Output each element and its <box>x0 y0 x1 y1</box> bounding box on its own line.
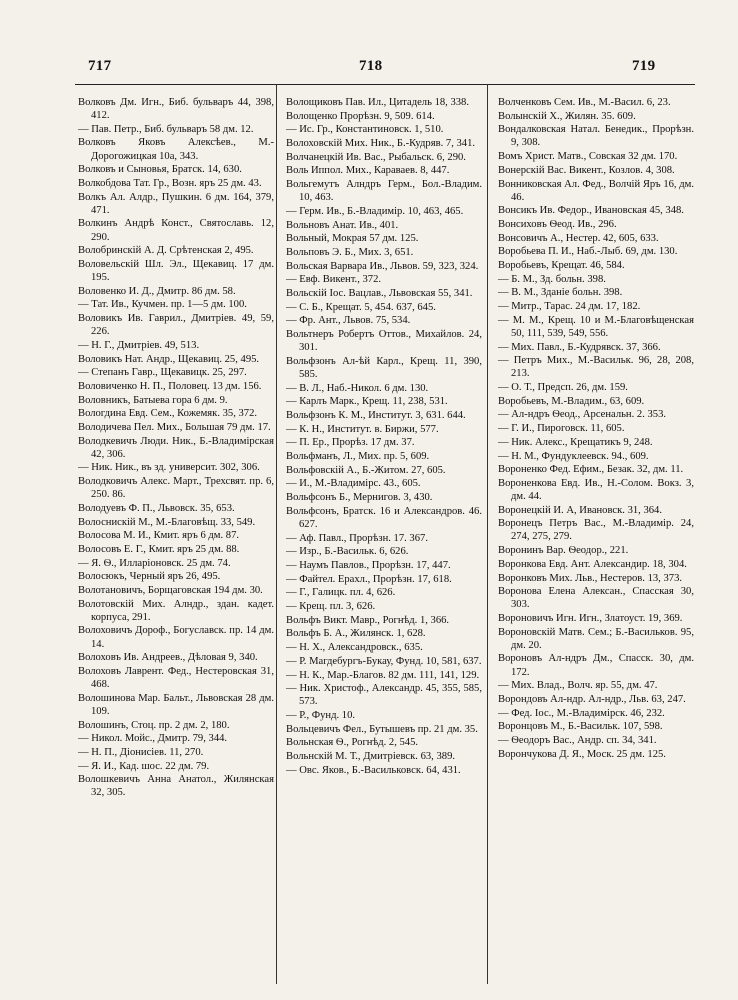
directory-entry: — Мих. Влад., Волч. яр. 55, дм. 47. <box>498 680 658 692</box>
directory-entry: — Степанъ Гавр., Щекавицк. 25, 297. <box>78 367 247 379</box>
directory-entry: — Г. И., Пироговск. 11, 605. <box>498 423 625 435</box>
directory-entry: Вольновъ Анат. Ив., 401. <box>286 219 399 231</box>
directory-entry: Вольфсонъ Б., Мернигов. 3, 430. <box>286 492 433 504</box>
directory-entry: Вольская Варвара Ив., Львов. 59, 323, 324. <box>286 260 479 272</box>
directory-entry: — Ѳеодоръ Вас., Андр. сп. 34, 341. <box>498 734 657 746</box>
directory-entry: — Ал-ндръ Ѳеод., Арсенальн. 2. 353. <box>498 409 667 421</box>
directory-entry: Воловникъ, Батыева гора 6 дм. 9. <box>78 394 228 406</box>
directory-entry: Воловиченко Н. П., Половец. 13 дм. 156. <box>78 380 262 392</box>
directory-entry: Вольнскій М. Т., Дмитріевск. 63, 389. <box>286 751 456 763</box>
directory-entry: Вороновскій Матв. Сем.; Б.-Васильков. 95, дм. 20. <box>498 626 694 651</box>
directory-entry: Вольфъ Викт. Мавр., Рогнѣд. 1, 366. <box>286 614 450 626</box>
directory-entry: Вольнская Ѳ., Рогнѣд. 2, 545. <box>286 737 419 749</box>
directory-entry: — Фед. Іос., М.-Владимірск. 46, 232. <box>498 707 665 719</box>
directory-entry: Волошинъ, Стоц. пр. 2 дм. 2, 180. <box>78 719 230 731</box>
column-divider-2 <box>487 84 488 984</box>
directory-entry: — Ник. Христоф., Александр. 45, 355, 585, 573. <box>286 683 482 708</box>
directory-entry: — П. Ер., Прорѣз. 17 дм. 37. <box>286 437 415 449</box>
directory-entry: Вольфсонъ, Братск. 16 и Александров. 46. 627. <box>286 505 482 530</box>
directory-entry: — Аф. Павл., Прорѣзн. 17. 367. <box>286 532 428 544</box>
directory-entry: Волосова М. И., Кмит. яръ 6 дм. 87. <box>78 530 240 542</box>
directory-entry: — Н. Х., Александровск., 635. <box>286 642 423 654</box>
directory-entry: Волоховъ Лаврент. Фед., Нестеровская 31, 468. <box>78 665 274 691</box>
directory-column-2 <box>286 96 482 777</box>
directory-entry: — С. Б., Крещат. 5, 454. 637, 645. <box>286 301 436 313</box>
directory-entry: Вондалковская Натал. Бенедик., Прорѣзн. 9, 308. <box>498 124 694 149</box>
directory-entry: Вольфманъ, Л., Мих. пр. 5, 609. <box>286 451 430 463</box>
directory-entry: Воронецъ Петръ Вас., М.-Владимір. 24, 274, 275, 279. <box>498 518 694 543</box>
directory-entry: Володичева Пел. Мих., Большая 79 дм. 17. <box>78 421 271 433</box>
directory-entry: — Р. Магдебургъ-Букау, Фунд. 10, 581, 637. <box>286 655 482 667</box>
directory-entry: — Митр., Тарас. 24 дм. 17, 182. <box>498 301 641 313</box>
directory-entry: Волоховскій Мих. Ник., Б.-Кудряв. 7, 341. <box>286 138 476 150</box>
directory-entry: — Ник. Ник., въ зд. университ. 302, 306. <box>78 462 260 474</box>
directory-entry: Воронковъ Мих. Льв., Нестеров. 13, 373. <box>498 572 683 584</box>
directory-entry: Володуевъ Ф. П., Львовск. 35, 653. <box>78 502 235 514</box>
directory-entry: — М. М., Крещ. 10 и М.-Благовѣщенская 50, 111, 539, 549, 556. <box>498 314 694 339</box>
page-number-center: 718 <box>359 58 383 74</box>
directory-entry: Волченковъ Сем. Ив., М.-Васил. 6, 23. <box>498 97 671 108</box>
directory-entry: — Г., Галицк. пл. 4, 626. <box>286 587 396 599</box>
directory-entry: — Никол. Мойс., Дмитр. 79, 344. <box>78 733 228 745</box>
directory-entry: Волощенко Прорѣзн. 9, 509. 614. <box>286 110 435 122</box>
directory-entry: Воронкова Евд. Ант. Александир. 18, 304. <box>498 558 687 570</box>
directory-entry: Воробьевъ, М.-Владим., 63, 609. <box>498 395 645 407</box>
directory-entry: — Мих. Павл., Б.-Кудрявск. 37, 366. <box>498 341 661 353</box>
directory-entry: Вонсиховъ Ѳеод. Ив., 296. <box>498 219 617 230</box>
directory-entry: Волосовъ Е. Г., Кмит. яръ 25 дм. 88. <box>78 543 240 555</box>
directory-entry: — Б. М., Зд. больн. 398. <box>498 273 606 285</box>
directory-entry: — Герм. Ив., Б.-Владимір. 10, 463, 465. <box>286 205 464 217</box>
directory-entry: Вольфзонъ К. М., Институт. 3, 631. 644. <box>286 410 466 422</box>
directory-entry: Волковъ Яковъ Алексѣев., М.-Дорогожицкая 10а, 343. <box>78 137 274 162</box>
directory-entry: Воробьевъ, Крещат. 46, 584. <box>498 260 625 272</box>
directory-entry: Вольгемутъ Алндръ Герм., Бол.-Владим. 10, 463. <box>286 179 482 204</box>
directory-entry: Волобринскій А. Д. Срѣтенская 2, 495. <box>78 245 254 257</box>
directory-entry: — Тат. Ив., Кучмен. пр. 1—5 дм. 100. <box>78 299 247 311</box>
directory-entry: Вольфовскій А., Б.-Житом. 27, 605. <box>286 464 446 476</box>
directory-entry: Волковъ и Сыновья, Братск. 14, 630. <box>78 164 242 176</box>
directory-column-3 <box>498 96 694 761</box>
directory-entry: — В. Л., Наб.-Никол. 6 дм. 130. <box>286 382 429 394</box>
directory-entry: Волкъ Ал. Алдр., Пушкин. 6 дм. 164, 379, 471. <box>78 191 274 216</box>
directory-entry: — Я. И., Кад. шос. 22 дм. 79. <box>78 760 210 772</box>
directory-entry: — Н. П., Діонисіев. 11, 270. <box>78 746 204 758</box>
directory-entry: Волощиковъ Пав. Ил., Цитадель 18, 338. <box>286 97 470 108</box>
directory-entry: Волковъ Дм. Игн., Биб. бульваръ 44, 398, 412. <box>78 97 274 122</box>
directory-entry: — Фр. Ант., Львов. 75, 534. <box>286 315 411 327</box>
directory-entry: — Н. М., Фундуклеевск. 94., 609. <box>498 450 649 462</box>
directory-entry: — И., М.-Владимірс. 43., 605. <box>286 478 421 490</box>
directory-entry: Волоховъ Ив. Андреев., Дѣловая 9, 340. <box>78 652 258 664</box>
directory-entry: — К. Н., Институт. в. Биржи, 577. <box>286 423 439 435</box>
directory-entry: — В. М., Зданіе больн. 398. <box>498 287 623 299</box>
directory-entry: Воронцовъ М., Б.-Васильк. 107, 598. <box>498 721 663 733</box>
directory-entry: Воловенко И. Д., Дмитр. 86 дм. 58. <box>78 285 236 297</box>
directory-entry: Володкевичъ Люди. Ник., Б.-Владимірская 42, 306. <box>78 435 274 460</box>
column-divider-1 <box>276 84 277 984</box>
directory-entry: Волкинъ Андрѣ Конст., Святославь. 12, 290. <box>78 218 274 243</box>
directory-entry: Вороненкова Евд. Ив., Н.-Солом. Вокз. 3, дм. 44. <box>498 477 694 502</box>
directory-entry: Воронинъ Вар. Ѳеодор., 221. <box>498 545 629 557</box>
directory-entry: — Ник. Алекс., Крещатикъ 9, 248. <box>498 436 653 448</box>
directory-entry: Вольфзонъ Ал-ѣй Карл., Крещ. 11, 390, 585. <box>286 355 482 380</box>
page-number-left: 717 <box>88 58 112 74</box>
directory-entry: — Евф. Викент., 372. <box>286 274 382 286</box>
directory-entry: — Я. Ѳ., Илларіоновск. 25 дм. 74. <box>78 557 231 569</box>
directory-entry: Воронецкій И. А, Ивановск. 31, 364. <box>498 504 662 516</box>
directory-entry: Вороненко Фед. Ефим., Безак. 32, дм. 11. <box>498 464 684 476</box>
directory-entry: Волотовскій Мих. Алндр., здан. кадет. корпуса, 291. <box>78 598 274 623</box>
directory-entry: Воль Иппол. Мих., Караваев. 8, 447. <box>286 165 450 177</box>
directory-entry: Волотановичъ, Борщаговская 194 дм. 30. <box>78 585 263 596</box>
directory-entry: Вороновъ Ал-ндръ Дм., Спасск. 30, дм. 172. <box>498 653 694 678</box>
directory-entry: — Пав. Петр., Биб. бульваръ 58 дм. 12. <box>78 123 254 135</box>
directory-entry: Волкобдова Тат. Гр., Возн. яръ 25 дм. 43. <box>78 177 262 189</box>
directory-entry: Вольтнеръ Робертъ Оттов., Михайлов. 24, 301. <box>286 329 482 354</box>
directory-entry: Воробьева П. И., Наб.-Лыб. 69, дм. 130. <box>498 246 678 258</box>
directory-entry: Вомъ Христ. Матв., Совская 32 дм. 170. <box>498 151 678 163</box>
directory-entry: Вольфъ Б. А., Жилянск. 1, 628. <box>286 628 426 640</box>
directory-entry: Волынскій Х., Жилян. 35. 609. <box>498 110 636 122</box>
directory-entry: — Наумъ Павлов., Прорѣзн. 17, 447. <box>286 560 451 571</box>
directory-entry: Волошкевичъ Анна Анатол., Жилянская 32, 305. <box>78 774 274 799</box>
directory-entry: — Ис. Гр., Константиновск. 1, 510. <box>286 124 444 136</box>
directory-entry: Вольскій Іос. Вацлав., Львовская 55, 341. <box>286 288 473 300</box>
directory-entry: — Н. К., Мар.-Благов. 82 дм. 111, 141, 129. <box>286 669 480 681</box>
directory-entry: — Овс. Яков., Б.-Васильковск. 64, 431. <box>286 764 461 776</box>
directory-entry: — Файтел. Ерахл., Прорѣзн. 17, 618. <box>286 573 452 585</box>
directory-entry: Волосюкъ, Черный яръ 26, 495. <box>78 571 221 583</box>
page-number-right: 719 <box>632 58 656 74</box>
directory-entry: Воловикъ Ив. Гаврил., Дмитріев. 49, 59, 226. <box>78 313 274 338</box>
page-numbers <box>0 58 738 86</box>
header-rule <box>75 84 695 85</box>
directory-entry: Вольповъ Э. Б., Мих. 3, 651. <box>286 246 414 258</box>
directory-entry: Воронова Елена Алексан., Спасская 30, 303. <box>498 586 694 611</box>
directory-entry: Вонерскій Вас. Викент., Козлов. 4, 308. <box>498 164 675 176</box>
directory-entry: — Н. Г., Дмитріев. 49, 513. <box>78 339 200 351</box>
directory-entry: — Петръ Мих., М.-Васильк. 96, 28, 208, 213. <box>498 355 694 380</box>
directory-entry: Вольный, Мокрая 57 дм. 125. <box>286 233 419 245</box>
directory-entry: Волошинова Мар. Бальт., Львовская 28 дм. 109. <box>78 692 274 717</box>
directory-entry: Волоховичъ Дороф., Богуславск. пр. 14 дм. 14. <box>78 625 274 650</box>
directory-entry: Воловельскій Шл. Эл., Щекавиц. 17 дм. 195. <box>78 258 274 283</box>
directory-entry: Волоснискій М., М.-Благовѣщ. 33, 549. <box>78 516 256 528</box>
directory-entry: Волчанецкій Ив. Вас., Рыбальск. 6, 290. <box>286 151 466 163</box>
directory-entry: Вологдина Евд. Сем., Кожемяк. 35, 372. <box>78 408 258 420</box>
directory-column-1 <box>78 96 274 800</box>
directory-entry: Вонсовичъ А., Нестер. 42, 605, 633. <box>498 232 659 244</box>
directory-entry: — О. Т., Предсп. 26, дм. 159. <box>498 382 628 394</box>
directory-entry: Вороновичъ Игн. Игн., Златоуст. 19, 369. <box>498 612 683 624</box>
directory-entry: Воловикъ Нат. Андр., Щекавиц. 25, 495. <box>78 353 260 365</box>
directory-entry: — Р., Фунд. 10. <box>286 709 356 721</box>
directory-entry: — Изр., Б.-Васильк. 6, 626. <box>286 546 409 558</box>
directory-entry: — Карлъ Марк., Крещ. 11, 238, 531. <box>286 396 448 408</box>
directory-entry: — Крещ. пл. 3, 626. <box>286 601 376 613</box>
directory-entry: Ворончукова Д. Я., Моск. 25 дм. 125. <box>498 748 666 760</box>
directory-entry: Вонниковская Ал. Фед., Волчій Яръ 16, дм. 46. <box>498 178 694 203</box>
directory-entry: Володковичъ Алекс. Март., Трехсвят. пр. 6, 250. 86. <box>78 476 274 501</box>
directory-entry: Ворондовъ Ал-ндр. Ал-ндр., Льв. 63, 247. <box>498 693 686 705</box>
directory-entry: Вольцевичъ Фел., Бутышевъ пр. 21 дм. 35. <box>286 723 478 735</box>
directory-entry: Вонсикъ Ив. Федор., Ивановская 45, 348. <box>498 205 684 217</box>
